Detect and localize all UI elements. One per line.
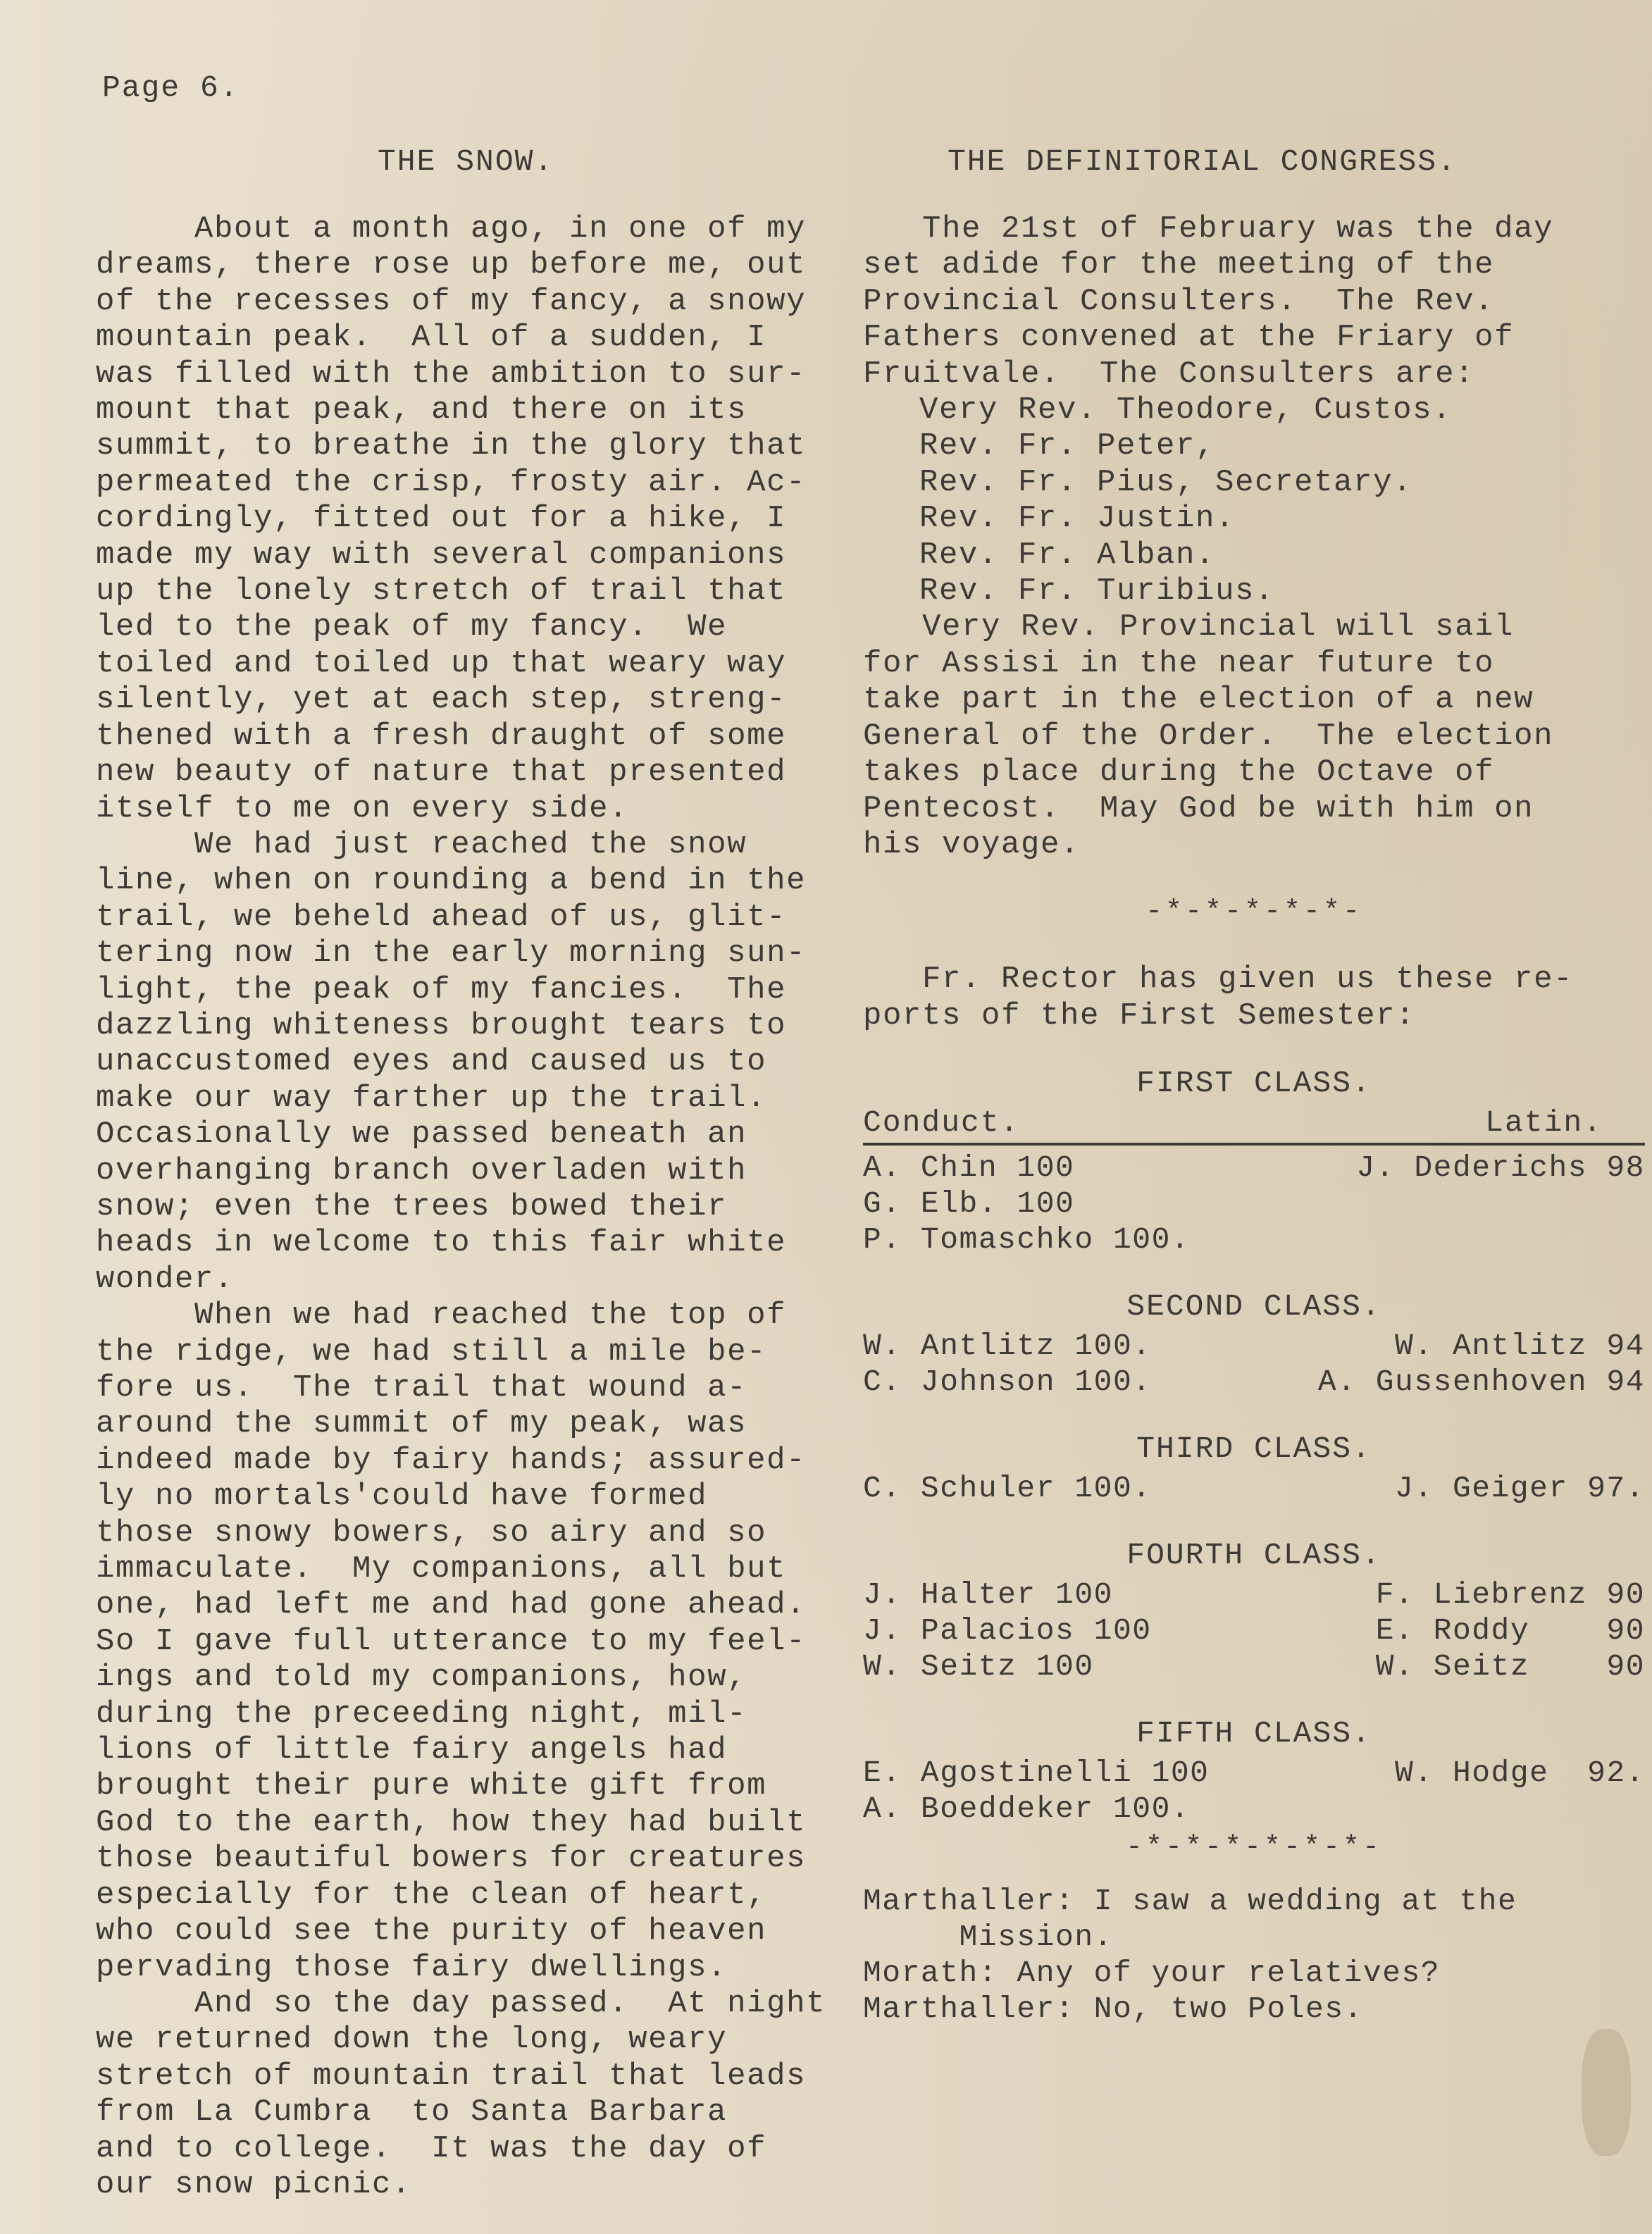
grade-row <box>863 1222 1645 1258</box>
section-divider: -*-*-*-*-*- <box>1145 896 1363 929</box>
text-line: Fathers convened at the Friary of <box>863 320 1515 356</box>
text-line: Mission. <box>863 1920 1113 1955</box>
consulter-list <box>863 392 1645 609</box>
text-line: up the lonely stretch of trail that <box>96 573 787 609</box>
text-line: Very Rev. Provincial will sail <box>863 609 1515 645</box>
latin-grade: W. Antlitz 94 <box>1395 1329 1645 1364</box>
text-line: Very Rev. Theodore, Custos. <box>919 392 1453 428</box>
conduct-grade: W. Antlitz 100. <box>863 1329 1152 1364</box>
text-line: and to college. It was the day of <box>96 2130 767 2166</box>
latin-grade: A. Gussenhoven 94 <box>1317 1365 1645 1400</box>
text-line: Provincial Consulters. The Rev. <box>863 283 1495 319</box>
text-line: was filled with the ambition to sur- <box>96 356 807 392</box>
text-line: we returned down the long, weary <box>96 2022 728 2058</box>
text-line: Rev. Fr. Justin. <box>919 501 1236 537</box>
conduct-grade: J. Palacios 100 <box>863 1613 1152 1649</box>
conduct-grade: E. Agostinelli 100 <box>863 1756 1210 1791</box>
conduct-grade: A. Chin 100 <box>863 1150 1075 1186</box>
text-line: ly no mortals'could have formed <box>96 1479 708 1515</box>
text-line: dreams, there rose up before me, out <box>96 247 807 283</box>
text-line: Fruitvale. The Consulters are: <box>863 356 1475 392</box>
text-line: brought their pure white gift from <box>96 1768 767 1804</box>
fourth-class-rows <box>863 1577 1645 1684</box>
text-line: fore us. The trail that wound a- <box>96 1370 747 1405</box>
text-line: made my way with several companions <box>96 537 787 573</box>
text-line: Rev. Fr. Pius, Secretary. <box>919 464 1413 500</box>
latin-grade: J. Dederichs 98 <box>1356 1150 1645 1186</box>
text-line: stretch of mountain trail that leads <box>96 2058 807 2094</box>
conduct-grade: G. Elb. 100 <box>863 1186 1075 1222</box>
text-line: overhanging branch overladen with <box>96 1153 747 1189</box>
grade-row <box>863 1470 1645 1506</box>
text-line: during the preceeding night, mil- <box>96 1696 747 1732</box>
text-line: those beautiful bowers for creatures <box>96 1841 807 1877</box>
text-line: Marthaller: I saw a wedding at the <box>863 1884 1517 1919</box>
text-line: Rev. Fr. Alban. <box>919 537 1216 573</box>
grade-row <box>863 1328 1645 1364</box>
conduct-grade: P. Tomaschko 100. <box>863 1222 1191 1258</box>
text-line: heads in welcome to this fair white <box>96 1225 787 1261</box>
text-line: take part in the election of a new <box>863 682 1534 718</box>
grade-row <box>863 1150 1645 1186</box>
grade-row <box>863 1613 1645 1649</box>
latin-grade: W. Seitz 90 <box>1375 1649 1645 1684</box>
text-line: Rev. Fr. Turibius. <box>919 573 1275 609</box>
congress-intro <box>863 211 1645 392</box>
text-line: his voyage. <box>863 826 1081 862</box>
text-line: General of the Order. The election <box>863 718 1554 754</box>
text-line: unaccustomed eyes and caused us to <box>96 1044 767 1080</box>
congress-closing <box>863 609 1645 863</box>
latin-grade: J. Geiger 97. <box>1395 1471 1645 1506</box>
text-line: from La Cumbra to Santa Barbara <box>96 2095 728 2130</box>
third-class-title: THIRD CLASS. <box>1136 1432 1372 1467</box>
fifth-class-title: FIFTH CLASS. <box>1136 1716 1372 1751</box>
grade-row <box>863 1186 1645 1222</box>
text-line: wonder. <box>96 1261 235 1297</box>
second-class-rows <box>863 1328 1645 1400</box>
text-line: trail, we beheld ahead of us, glit- <box>96 899 787 935</box>
snow-article-title: THE SNOW. <box>378 144 554 179</box>
text-line: especially for the clean of heart, <box>96 1877 767 1913</box>
text-line: summit, to breathe in the glory that <box>96 428 807 464</box>
text-line: for Assisi in the near future to <box>863 645 1495 681</box>
page-number: Page 6. <box>102 70 240 105</box>
text-line: our snow picnic. <box>96 2166 412 2202</box>
text-line: of the recesses of my fancy, a snowy <box>96 283 807 319</box>
text-line: God to the earth, how they had built <box>96 1804 807 1840</box>
conduct-grade: C. Schuler 100. <box>863 1471 1152 1506</box>
text-line: lions of little fairy angels had <box>96 1732 728 1768</box>
grade-row <box>863 1364 1645 1400</box>
text-line: About a month ago, in one of my <box>96 211 807 247</box>
text-line: who could see the purity of heaven <box>96 1913 767 1949</box>
text-line: Rev. Fr. Peter, <box>919 428 1216 464</box>
text-line: toiled and toiled up that weary way <box>96 645 787 681</box>
text-line: one, had left me and had gone ahead. <box>96 1587 807 1623</box>
conduct-grade: J. Halter 100 <box>863 1577 1113 1613</box>
latin-grade: E. Roddy 90 <box>1375 1613 1645 1649</box>
right-column <box>863 141 1645 2027</box>
text-line: Fr. Rector has given us these re- <box>863 962 1574 998</box>
snow-article-body <box>96 211 878 2203</box>
latin-grade: W. Hodge 92. <box>1395 1756 1645 1791</box>
congress-article-title: THE DEFINITORIAL CONGRESS. <box>948 144 1457 179</box>
text-line: pervading those fairy dwellings. <box>96 1949 728 1985</box>
text-line: cordingly, fitted out for a hike, I <box>96 501 787 537</box>
text-line: permeated the crisp, frosty air. Ac- <box>96 464 807 500</box>
text-line: those snowy bowers, so airy and so <box>96 1515 767 1551</box>
reports-intro <box>863 962 1645 1034</box>
text-line: led to the peak of my fancy. We <box>96 609 728 645</box>
text-line: mount that peak, and there on its <box>96 392 747 428</box>
text-line: We had just reached the snow <box>96 826 747 862</box>
conduct-grade: A. Boeddeker 100. <box>863 1792 1191 1827</box>
text-line: mountain peak. All of a sudden, I <box>96 320 767 356</box>
conduct-header: Conduct. <box>863 1105 1020 1141</box>
second-class-title: SECOND CLASS. <box>1126 1289 1381 1324</box>
first-class-title: FIRST CLASS. <box>1136 1066 1372 1101</box>
paper-stain <box>1582 2029 1631 2156</box>
grade-row <box>863 1755 1645 1791</box>
joke-dialogue <box>863 1883 1645 2027</box>
text-line: thened with a fresh draught of some <box>96 718 787 754</box>
text-line: new beauty of nature that presented <box>96 755 787 790</box>
text-line: So I gave full utterance to my feel- <box>96 1623 807 1659</box>
text-line: dazzling whiteness brought tears to <box>96 1007 787 1043</box>
text-line: Occasionally we passed beneath an <box>96 1117 747 1153</box>
text-line: Morath: Any of your relatives? <box>863 1956 1441 1991</box>
text-line: light, the peak of my fancies. The <box>96 972 787 1007</box>
text-line: silently, yet at each step, streng- <box>96 682 787 718</box>
text-line: indeed made by fairy hands; assured- <box>96 1442 807 1478</box>
text-line: set adide for the meeting of the <box>863 247 1495 283</box>
left-column <box>96 141 878 2203</box>
text-line: ings and told my companions, how, <box>96 1660 747 1696</box>
text-line: When we had reached the top of <box>96 1298 787 1334</box>
text-line: immaculate. My companions, all but <box>96 1551 787 1587</box>
latin-grade: F. Liebrenz 90 <box>1375 1577 1645 1613</box>
text-line: itself to me on every side. <box>96 790 629 826</box>
text-line: takes place during the Octave of <box>863 755 1495 790</box>
fifth-class-rows <box>863 1755 1645 1827</box>
grade-row <box>863 1649 1645 1684</box>
text-line: the ridge, we had still a mile be- <box>96 1334 767 1370</box>
grade-row <box>863 1577 1645 1613</box>
grade-column-headers <box>863 1105 1645 1146</box>
grade-row <box>863 1791 1645 1827</box>
first-class-rows <box>863 1150 1645 1258</box>
text-line: snow; even the trees bowed their <box>96 1189 728 1224</box>
text-line: Marthaller: No, two Poles. <box>863 1992 1363 2027</box>
third-class-rows <box>863 1470 1645 1506</box>
section-divider: -*-*-*-*-*-*- <box>1125 1832 1383 1864</box>
conduct-grade: C. Johnson 100. <box>863 1365 1152 1400</box>
text-line: tering now in the early morning sun- <box>96 936 807 972</box>
latin-header: Latin. <box>1485 1105 1603 1141</box>
text-line: ports of the First Semester: <box>863 998 1416 1034</box>
conduct-grade: W. Seitz 100 <box>863 1649 1094 1684</box>
text-line: line, when on rounding a bend in the <box>96 863 807 899</box>
text-line: around the summit of my peak, was <box>96 1406 747 1442</box>
text-line: The 21st of February was the day <box>863 211 1554 247</box>
text-line: make our way farther up the trail. <box>96 1080 767 1116</box>
text-line: Pentecost. May God be with him on <box>863 790 1534 826</box>
fourth-class-title: FOURTH CLASS. <box>1126 1538 1381 1573</box>
text-line: And so the day passed. At night <box>96 1985 826 2021</box>
